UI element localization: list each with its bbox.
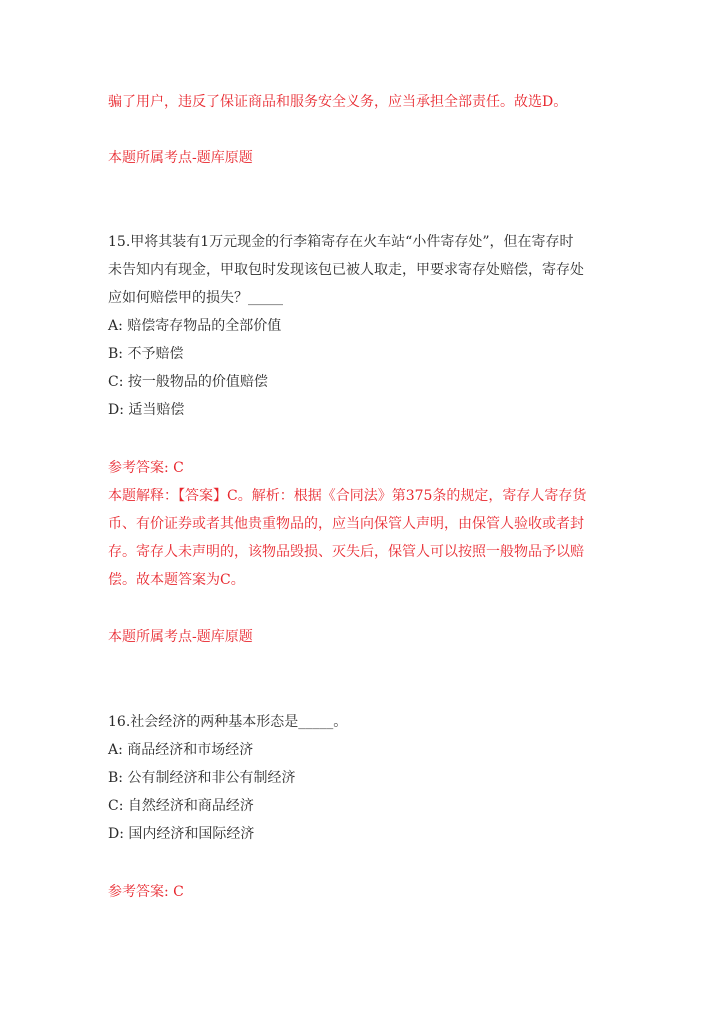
q15-option-b: B: 不予赔偿 <box>108 346 184 362</box>
q15-option-a: A: 赔偿寄存物品的全部价值 <box>108 318 282 334</box>
q16-option-a: A: 商品经济和市场经济 <box>108 742 254 758</box>
q15-answer: 参考答案: C <box>108 460 184 476</box>
q15-explanation-line-1: 本题解释：【答案】C。解析：根据《合同法》第375条的规定，寄存人寄存货 <box>108 488 587 504</box>
q16-answer: 参考答案: C <box>108 884 184 900</box>
prev-explanation-tail: 骗了用户，违反了保证商品和服务安全义务，应当承担全部责任。故选D。 <box>108 94 568 110</box>
q16-stem: 16.社会经济的两种基本形态是_____。 <box>108 714 348 730</box>
prev-source-note: 本题所属考点-题库原题 <box>108 150 253 166</box>
q16-option-d: D: 国内经济和国际经济 <box>108 826 255 842</box>
q15-stem-line-1: 15.甲将其装有1万元现金的行李箱寄存在火车站“小件寄存处”，但在寄存时 <box>108 234 574 250</box>
q16-option-b: B: 公有制经济和非公有制经济 <box>108 770 296 786</box>
q15-option-c: C: 按一般物品的价值赔偿 <box>108 374 268 390</box>
q16-option-c: C: 自然经济和商品经济 <box>108 798 254 814</box>
q15-stem-line-2: 未告知内有现金，甲取包时发现该包已被人取走，甲要求寄存处赔偿，寄存处 <box>108 262 584 278</box>
q15-source-note: 本题所属考点-题库原题 <box>108 629 253 645</box>
q15-explanation-line-2: 币、有价证券或者其他贵重物品的，应当向保管人声明，由保管人验收或者封 <box>108 516 584 532</box>
q15-explanation-line-4: 偿。故本题答案为C。 <box>108 572 245 588</box>
q15-explanation-line-3: 存。寄存人未声明的，该物品毁损、灭失后，保管人可以按照一般物品予以赔 <box>108 544 584 560</box>
q15-stem-line-3: 应如何赔偿甲的损失？_____ <box>108 290 283 306</box>
q15-option-d: D: 适当赔偿 <box>108 402 185 418</box>
